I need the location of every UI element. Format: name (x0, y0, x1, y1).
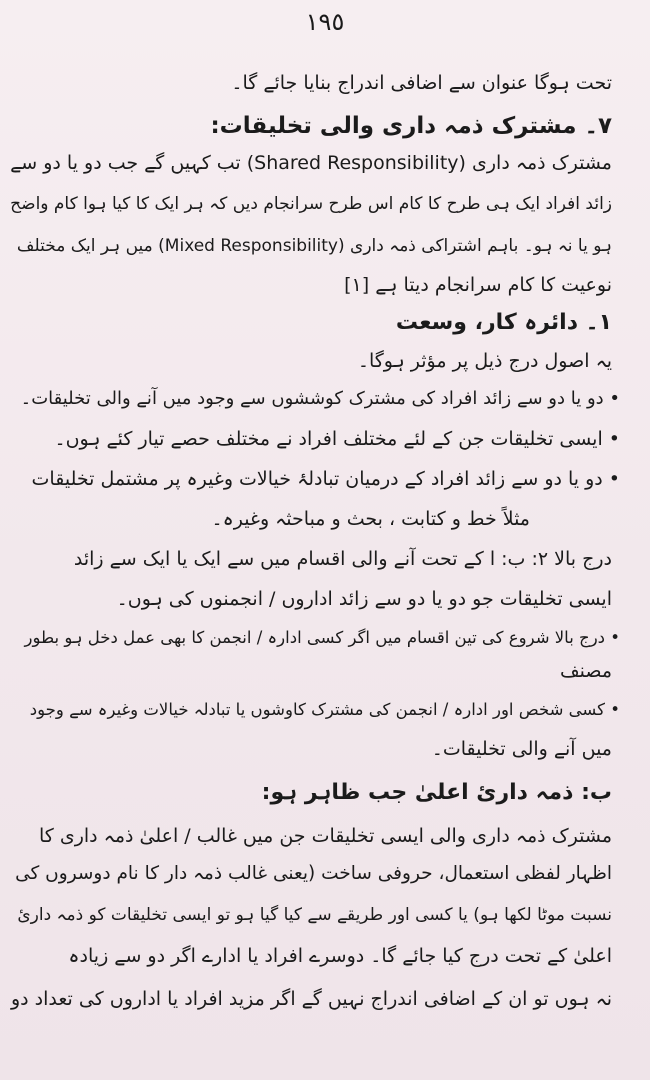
text-line-20: مشترک ذمہ داری والی ایسی تخلیقات جن میں غالب / اعلیٰ ذمہ داری کا (38, 825, 612, 847)
bullet-line-2: • ایسی تخلیقات جن کے لئے مختلف افراد نے مختلف حصے تیار کئے ہوں۔ (54, 428, 620, 450)
text-line-24: نہ ہوں تو ان کے اضافی اندراج نہیں گے اگر مزید افراد یا اداروں کی تعداد دو (10, 988, 612, 1010)
text-line-22: نسبت موٹا لکھا ہو) یا کسی اور طریقے سے کیا گیا ہو تو ایسی تخلیقات کو ذمہ داریٔ (17, 905, 612, 925)
text-line-4: زائد افراد ایک ہی طرح کا کام اس طرح سرانجام دیں کہ ہر ایک کا کیا ہوا کام واضح (10, 194, 612, 214)
text-line-8: یہ اصول درج ذیل پر مؤثر ہوگا۔ (357, 350, 612, 372)
text-line-14: ایسی تخلیقات جو دو یا دو سے زائد اداروں / انجمنوں کی ہوں۔ (116, 588, 612, 610)
text-line-13: درج بالا ۲: ب: ا کے تحت آنے والی اقسام میں سے ایک یا ایک سے زائد (73, 548, 612, 570)
subheading-b: ب: ذمہ داریٔ اعلیٰ جب ظاہر ہو: (261, 780, 612, 805)
text-line-1: تحت ہوگا عنوان سے اضافی اندراج بنایا جائے گا۔ (231, 72, 612, 94)
bullet-line-1: • دو یا دو سے زائد افراد کی مشترک کوششوں سے وجود میں آنے والی تخلیقات۔ (20, 388, 620, 409)
text-line-18: میں آنے والی تخلیقات۔ (431, 738, 612, 760)
text-line-23: اعلیٰ کے تحت درج کیا جائے گا۔ دوسرے افراد یا ادارے اگر دو سے زیادہ (68, 945, 612, 967)
text-line-3: مشترک ذمہ داری (Shared Responsibility) تب کہیں گے جب دو یا دو سے (10, 152, 612, 174)
text-line-12: مثلاً خط و کتابت ، بحث و مباحثہ وغیرہ۔ (211, 508, 530, 530)
text-line-16: مصنف (559, 660, 612, 682)
bullet-line-3: • دو یا دو سے زائد افراد کے درمیان تبادلۂ خیالات وغیرہ پر مشتمل تخلیقات (31, 468, 620, 490)
bullet-line-5: • کسی شخص اور ادارہ / انجمن کی مشترک کاوشوں یا تبادلہ خیالات وغیرہ سے وجود (29, 700, 620, 719)
bullet-line-4: • درج بالا شروع کی تین اقسام میں اگر کسی ادارہ / انجمن کا بھی عمل دخل ہو بطور (24, 628, 620, 647)
text-line-5: ہو یا نہ ہو۔ باہم اشتراکی ذمہ داری (Mixed Responsibility) میں ہر ایک مختلف (16, 236, 612, 256)
page-number: ١٩٥ (305, 8, 345, 36)
subheading-scope: ۱۔ دائرہ کار، وسعت (395, 310, 612, 335)
text-line-21: اظہار لفظی استعمال، حروفی ساخت (یعنی غالب ذمہ دار کا نام دوسروں کی (15, 863, 612, 884)
section-heading-7: ۷۔ مشترک ذمہ داری والی تخلیقات: (210, 113, 612, 139)
text-line-6: نوعیت کا کام سرانجام دیتا ہے [۱] (344, 274, 612, 296)
